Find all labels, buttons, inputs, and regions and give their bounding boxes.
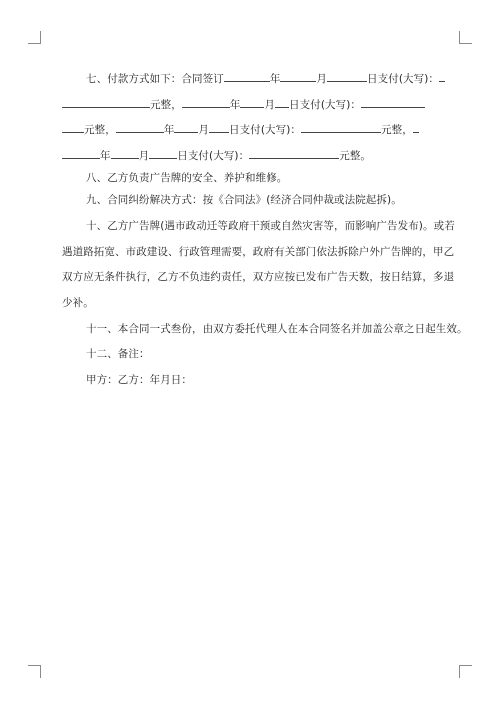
blank-field xyxy=(413,122,419,133)
blank-field xyxy=(62,122,84,133)
payment-line-4 xyxy=(62,148,442,163)
blank-field xyxy=(275,97,289,108)
corner-mark-bottom-left xyxy=(28,665,41,678)
blank-field xyxy=(249,148,339,159)
clause-12: 十二、备注： xyxy=(86,348,150,360)
day-pay-label: 日支付(大写)： xyxy=(229,124,302,136)
corner-mark-top-left xyxy=(28,31,41,44)
blank-field xyxy=(111,148,139,159)
clause-10-line-3: 双方应无条件执行，乙方不负违约责任，双方应按已发布广告天数，按日结算，多退 xyxy=(62,271,455,283)
yuan-label: 元整， xyxy=(150,99,182,111)
clause-10-line-2: 遇道路拓宽、市政建设、行政管理需要，政府有关部门依法拆除户外广告牌的，甲乙 xyxy=(62,246,455,258)
payment-line-2 xyxy=(62,97,442,112)
month-label: 月 xyxy=(198,124,210,136)
day-pay-label: 日支付(大写)： xyxy=(367,73,440,85)
blank-field xyxy=(149,148,177,159)
blank-field xyxy=(327,71,367,82)
blank-field xyxy=(224,71,270,82)
year-label: 年 xyxy=(163,124,175,136)
blank-field xyxy=(361,97,425,108)
blank-field xyxy=(182,97,230,108)
corner-mark-top-right xyxy=(459,31,472,44)
yuan-end-label: 元整。 xyxy=(339,150,372,162)
clause-11: 十一、本合同一式叁份，由双方委托代理人在本合同签名并加盖公章之日起生效。 xyxy=(86,323,468,335)
blank-field xyxy=(240,97,264,108)
blank-field xyxy=(301,122,381,133)
month-label: 月 xyxy=(264,99,276,111)
blank-field xyxy=(116,122,164,133)
yuan-label: 元整， xyxy=(381,124,413,136)
blank-field xyxy=(209,122,229,133)
blank-field xyxy=(174,122,198,133)
year-label: 年 xyxy=(269,73,281,85)
payment-line-3 xyxy=(62,122,442,137)
blank-field xyxy=(62,97,150,108)
clause-8: 八、乙方负责广告牌的安全、养护和维修。 xyxy=(86,172,288,184)
clause-10-line-1: 十、乙方广告牌(遇市政动迁等政府干预或自然灾害等，而影响广告发布)。或若 xyxy=(86,220,455,232)
year-label: 年 xyxy=(229,99,241,111)
month-label: 月 xyxy=(316,73,328,85)
yuan-label: 元整， xyxy=(84,124,116,136)
year-label: 年 xyxy=(100,150,111,162)
clause-9: 九、合同纠纷解决方式：按《合同法》(经济合同仲裁或法院起拆)。 xyxy=(86,194,402,206)
day-pay-label: 日支付(大写)： xyxy=(177,150,250,162)
clause-10-line-4: 少补。 xyxy=(62,297,94,309)
payment-line-1 xyxy=(86,71,466,86)
blank-field xyxy=(280,71,316,82)
day-pay-label: 日支付(大写)： xyxy=(289,99,362,111)
corner-mark-bottom-right xyxy=(459,665,472,678)
month-label: 月 xyxy=(138,150,150,162)
payment-label: 七、付款方式如下：合同签订 xyxy=(86,73,224,85)
blank-field xyxy=(62,148,100,159)
blank-field xyxy=(439,71,445,82)
signature-line: 甲方：乙方：年月日： xyxy=(86,374,192,386)
